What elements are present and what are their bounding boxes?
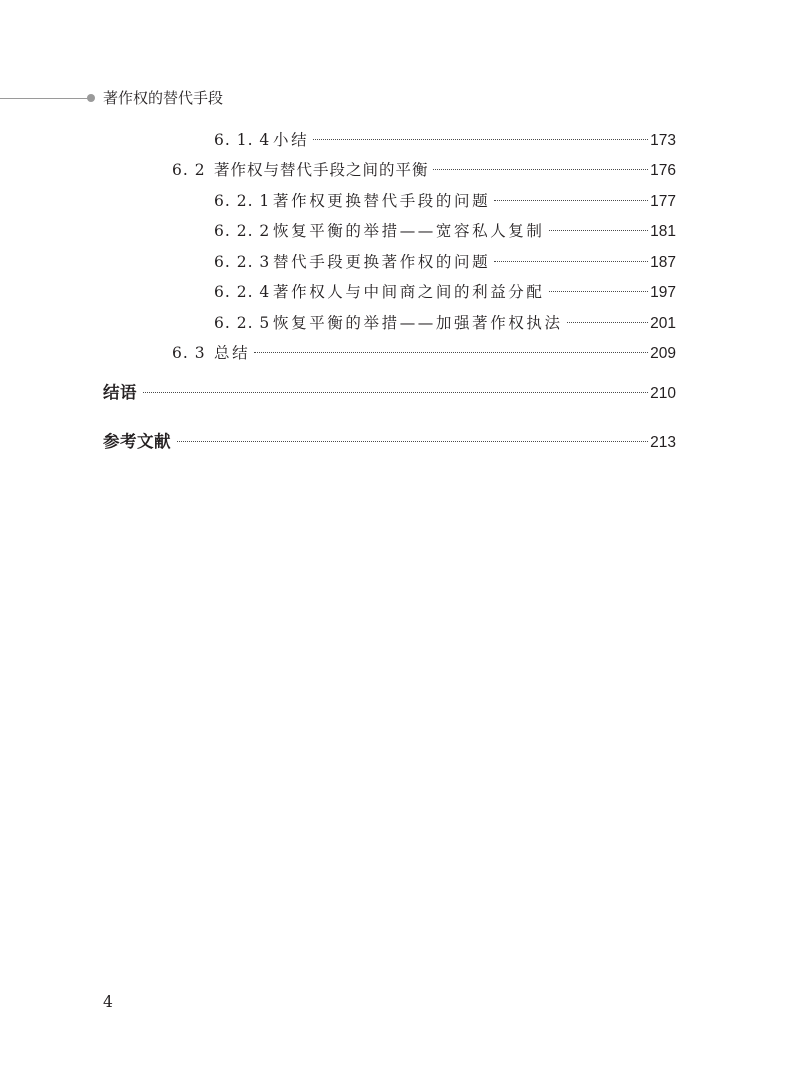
- dot-leader: [177, 441, 648, 442]
- toc-entry-title: 恢复平衡的举措——宽容私人复制: [273, 222, 545, 240]
- toc-entry-page: 181: [650, 223, 676, 240]
- toc-entry-number: 6. 1. 4: [214, 131, 271, 149]
- toc-entry-title: 著作权更换替代手段的问题: [273, 192, 491, 210]
- toc-entry-title: 结语: [103, 383, 137, 402]
- toc-entry-page: 197: [650, 284, 676, 301]
- dot-leader: [254, 352, 648, 353]
- toc-entry-title: 恢复平衡的举措——加强著作权执法: [273, 314, 563, 332]
- toc-entry-title: 替代手段更换著作权的问题: [273, 253, 491, 271]
- dot-leader: [549, 291, 649, 292]
- toc-entry-page: 177: [650, 193, 676, 210]
- toc-entry-title: 总结: [214, 344, 251, 362]
- toc-entry-page: 201: [650, 315, 676, 332]
- header-bullet-dot: [87, 94, 95, 102]
- toc-entry-6-2-4[interactable]: [214, 280, 676, 304]
- dot-leader: [494, 200, 648, 201]
- toc-entry-number: 6. 2. 1: [214, 192, 271, 210]
- dot-leader: [549, 230, 649, 231]
- toc-entry-page: 176: [650, 162, 676, 179]
- toc-entry-number: 6. 3: [172, 344, 206, 362]
- toc-entry-6-2-3[interactable]: [214, 250, 676, 274]
- toc-entry-number: 6. 2. 4: [214, 283, 271, 301]
- toc-entry-page: 173: [650, 132, 676, 149]
- running-header-title: 著作权的替代手段: [103, 89, 224, 107]
- running-header: [0, 88, 799, 110]
- toc-entry-page: 209: [650, 345, 676, 362]
- toc-entry-6-2[interactable]: [172, 158, 676, 182]
- toc-entry-references[interactable]: [103, 430, 676, 454]
- dot-leader: [143, 392, 648, 393]
- toc-entry-6-2-1[interactable]: [214, 189, 676, 213]
- page-number: 4: [103, 993, 113, 1011]
- toc-entry-title: 小结: [273, 131, 310, 149]
- toc-entry-title: 著作权与替代手段之间的平衡: [214, 161, 429, 179]
- toc-entry-number: 6. 2: [172, 161, 206, 179]
- toc-entry-title: 著作权人与中间商之间的利益分配: [273, 283, 545, 301]
- toc-entry-page: 187: [650, 254, 676, 271]
- toc-entry-number: 6. 2. 3: [214, 253, 271, 271]
- toc-entry-6-2-5[interactable]: [214, 311, 676, 335]
- toc-entry-6-1-4[interactable]: [214, 128, 676, 152]
- toc-entry-6-2-2[interactable]: [214, 219, 676, 243]
- dot-leader: [313, 139, 648, 140]
- dot-leader: [433, 169, 649, 170]
- dot-leader: [494, 261, 648, 262]
- toc-entry-conclusion[interactable]: [103, 381, 676, 405]
- toc-entry-title: 参考文献: [103, 432, 171, 451]
- dot-leader: [567, 322, 649, 323]
- toc-entry-page: 210: [650, 385, 676, 402]
- toc-entry-number: 6. 2. 5: [214, 314, 271, 332]
- header-rule: [0, 98, 88, 99]
- toc-entry-6-3[interactable]: [172, 341, 676, 365]
- toc-entry-page: 213: [650, 434, 676, 451]
- toc-entry-number: 6. 2. 2: [214, 222, 271, 240]
